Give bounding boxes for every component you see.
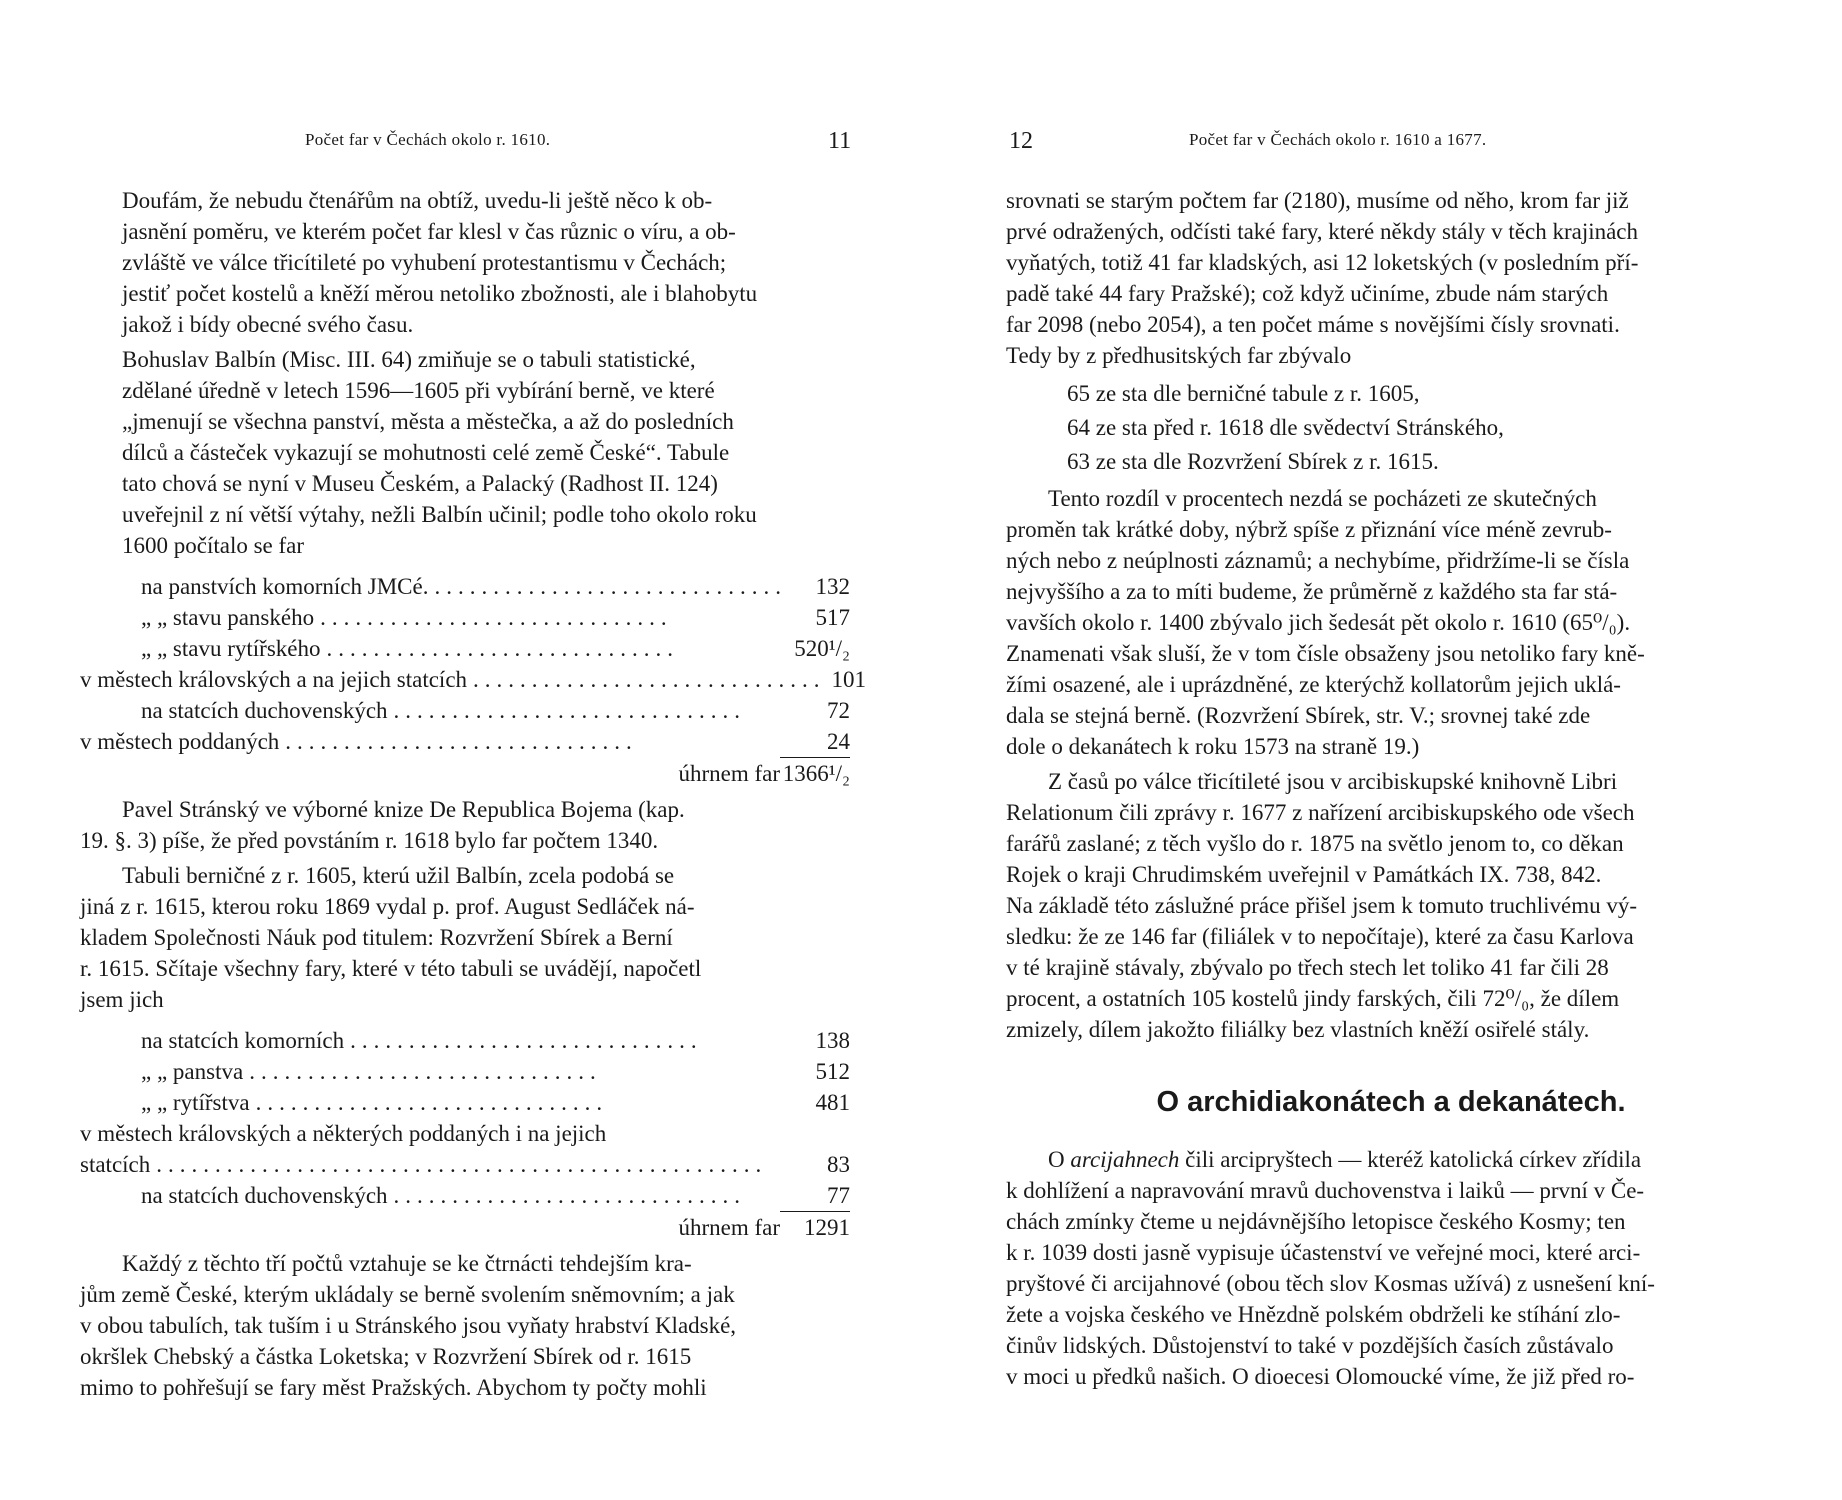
left-paragraph-3 — [80, 794, 850, 856]
text-line: jakož i bídy obecné svého času. — [122, 312, 414, 337]
text-line: jiná z r. 1615, kterou roku 1869 vydal p. prof. August Sedláček ná- — [80, 894, 695, 919]
list-item: 63 ze sta dle Rozvržení Sbírek z r. 1615. — [1067, 449, 1439, 474]
dot-leader: .............................. — [393, 698, 747, 723]
table-row — [80, 1149, 850, 1180]
text-line: Tento rozdíl v procentech nezdá se pocházeti ze skutečných — [1048, 486, 1597, 511]
text-line: nejvyššího a za to míti budeme, že průměrně z každého sta far stá- — [1006, 579, 1618, 604]
text-line: dílců a částeček vykazují se mohutnosti celé země České“. Tabule — [122, 440, 730, 465]
text-line: zmizely, dílem jakožto filiálky bez vlastních kněží osiřelé stály. — [1006, 1017, 1590, 1042]
total-label: úhrnem far — [678, 761, 780, 786]
text-line: Pavel Stránský ve výborné knize De Republica Bojema (kap. — [122, 797, 685, 822]
text-line: chách zmínky čteme u nejdávnějšího letopisce českého Kosmy; ten — [1006, 1209, 1626, 1234]
right-page — [921, 0, 1842, 1500]
total-value: 1291 — [780, 1211, 850, 1243]
text-line: Na základě této záslužné práce přišel jsem k tomuto truchlivému vý- — [1006, 893, 1637, 918]
table-row — [80, 1180, 850, 1211]
dot-leader: .............................. — [434, 574, 787, 599]
row-label: v městech královských a některých poddaných i na jejich — [80, 1121, 607, 1146]
table-row — [80, 571, 850, 602]
text-line: zvláště ve válce třicítileté po vyhubení protestantismu v Čechách; — [122, 250, 727, 275]
row-label: v městech královských a na jejich statcích — [80, 667, 468, 692]
row-value: 77 — [827, 1183, 850, 1208]
text-line: padě také 44 fary Pražské); což když učiníme, zbude nám starých — [1006, 281, 1609, 306]
text-line — [1006, 1144, 1776, 1175]
text-line: ných nebo z neúplnosti záznamů; a nechybíme, přidržíme-li se čísla — [1006, 548, 1630, 573]
left-running-head: Počet far v Čechách okolo r. 1610. — [305, 130, 551, 149]
row-value: 481 — [815, 1090, 850, 1115]
text-line: zdělané úředně v letech 1596—1605 při vybírání berně, ve které — [122, 378, 715, 403]
row-value: 517 — [815, 605, 850, 630]
text-fragment: O — [1048, 1147, 1071, 1172]
left-paragraph-2 — [80, 344, 850, 561]
right-paragraph-4 — [1006, 1144, 1776, 1392]
text-line: tato chová se nyní v Museu Českém, a Palacký (Radhost II. 124) — [122, 471, 718, 496]
dot-leader: .............................. — [255, 1090, 609, 1115]
text-line: jsem jich — [80, 987, 164, 1012]
right-paragraph-1 — [1006, 185, 1776, 371]
text-line: dala se stejná berně. (Rozvržení Sbírek, str. V.; srovnej také zde — [1006, 703, 1591, 728]
left-paragraph-1 — [80, 185, 850, 340]
text-line: k r. 1039 dosti jasně vypisuje účastenství ve veřejné moci, které arci- — [1006, 1240, 1641, 1265]
percentage-list — [1006, 377, 1776, 479]
parish-table-1615 — [80, 1025, 850, 1242]
row-label: „ „ panstva — [141, 1059, 244, 1084]
text-line: far 2098 (nebo 2054), a ten počet máme s novějšími čísly srovnati. — [1006, 312, 1620, 337]
text-line: Každý z těchto tří počtů vztahuje se ke čtrnácti tehdejším kra- — [122, 1251, 692, 1276]
text-line: jasnění poměru, ve kterém počet far klesl v čas různic o víru, a ob- — [122, 219, 736, 244]
table-row — [80, 1118, 850, 1149]
text-line: v té krajině stávaly, zbývalo po třech stech let toliko 41 far čili 28 — [1006, 955, 1609, 980]
text-line: Z časů po válce třicítileté jsou v arcibiskupské knihovně Libri — [1048, 769, 1618, 794]
row-label: statcích — [80, 1152, 151, 1177]
table-total-row — [80, 757, 850, 788]
text-line: kladem Společnosti Náuk pod titulem: Rozvržení Sbírek a Berní — [80, 925, 673, 950]
total-value: 1366¹/₂ — [780, 757, 850, 789]
right-paragraph-3 — [1006, 766, 1776, 1045]
text-line: 1600 počítalo se far — [122, 533, 305, 558]
section-heading: O archidiakonátech a dekanátech. — [1156, 1086, 1626, 1118]
left-page-number: 11 — [828, 128, 852, 154]
dot-leader: .............................. — [285, 729, 638, 754]
table-row — [80, 664, 867, 695]
list-item: 65 ze sta dle berničné tabule z r. 1605, — [1067, 381, 1420, 406]
text-line: žete a vojska českého ve Hnězdně polském obdrželi ke stíhání zlo- — [1006, 1302, 1621, 1327]
italic-term: arcijahnech — [1070, 1147, 1180, 1172]
row-value: 101 — [831, 667, 867, 692]
row-label: „ „ stavu panského — [141, 605, 315, 630]
row-label: „ „ rytířstva — [141, 1090, 250, 1115]
dot-leader: .............................. — [320, 605, 673, 630]
text-line: k dohlížení a napravování mravů duchovenstva i laiků — první v Če- — [1006, 1178, 1645, 1203]
text-line: pryštové či arcijahnové (obou těch slov Kosmas užívá) z usnešení kní- — [1006, 1271, 1655, 1296]
text-line: v moci u předků našich. O dioecesi Olomoucké víme, že již před ro- — [1006, 1364, 1635, 1389]
text-line: vyňatých, totiž 41 far kladských, asi 12 loketských (v posledním pří- — [1006, 250, 1639, 275]
text-line: r. 1615. Sčítaje všechny fary, které v této tabuli se uvádějí, napočetl — [80, 956, 702, 981]
dot-leader: .................................................... — [156, 1152, 768, 1177]
table-row — [80, 726, 850, 757]
list-item: 64 ze sta před r. 1618 dle svědectví Stránského, — [1067, 415, 1504, 440]
left-paragraph-5 — [80, 1248, 850, 1403]
row-label: na statcích komorních — [141, 1028, 345, 1053]
text-line: Tedy by z předhusitských far zbývalo — [1006, 343, 1352, 368]
right-paragraph-2 — [1006, 483, 1776, 762]
text-line: vavších okolo r. 1400 zbývalo jich šedesát pět okolo r. 1610 (65⁰/₀). — [1006, 610, 1631, 635]
table-total-row — [80, 1211, 850, 1242]
table-row — [80, 1087, 850, 1118]
text-line: Relationum čili zprávy r. 1677 z nařízení arcibiskupského ode všech — [1006, 800, 1635, 825]
text-line: procent, a ostatních 105 kostelů jindy farských, čili 72⁰/₀, že dílem — [1006, 986, 1620, 1011]
text-line: „jmenují se všechna panství, města a městečka, a až do posledních — [122, 409, 734, 434]
table-row — [80, 695, 850, 726]
text-line: v obou tabulích, tak tuším i u Stránského jsou vyňaty hrabství Kladské, — [80, 1313, 737, 1338]
text-line: uveřejnil z ní větší výtahy, nežli Balbín učinil; podle toho okolo roku — [122, 502, 757, 527]
dot-leader: .............................. — [350, 1028, 703, 1053]
row-label: „ „ stavu rytířského — [141, 636, 321, 661]
right-body — [1006, 185, 1776, 1396]
dot-leader: .............................. — [473, 667, 826, 692]
row-value: 24 — [827, 729, 850, 754]
text-line: činův lidských. Důstojenství to také v pozdějších časích zůstávalo — [1006, 1333, 1614, 1358]
text-line: jestiť počet kostelů a kněží měrou netoliko zbožnosti, ale i blahobytu — [122, 281, 758, 306]
right-running-head: Počet far v Čechách okolo r. 1610 a 1677. — [1189, 130, 1487, 149]
table-row — [80, 1056, 850, 1087]
row-label: na statcích duchovenských — [141, 1183, 388, 1208]
text-line: farářů zaslané; z těch vyšlo do r. 1875 na světlo jenom to, co děkan — [1006, 831, 1624, 856]
text-line: Doufám, že nebudu čtenářům na obtíž, uvedu-li ještě něco k ob- — [122, 188, 713, 213]
text-line: dole o dekanátech k roku 1573 na straně 19.) — [1006, 734, 1420, 759]
row-value: 83 — [827, 1152, 850, 1177]
text-line: mimo to pohřešují se fary měst Pražských. Abychom ty počty mohli — [80, 1375, 707, 1400]
parish-table-1610 — [80, 571, 867, 788]
row-label: v městech poddaných — [80, 729, 280, 754]
text-line: okršlek Chebský a částka Loketska; v Rozvržení Sbírek od r. 1615 — [80, 1344, 692, 1369]
text-line: Rojek o kraji Chrudimském uveřejnil v Památkách IX. 738, 842. — [1006, 862, 1602, 887]
row-value: 132 — [815, 574, 850, 599]
row-label: na statcích duchovenských — [141, 698, 388, 723]
dot-leader: .............................. — [249, 1059, 602, 1084]
dot-leader: .............................. — [393, 1183, 747, 1208]
dot-leader: .............................. — [326, 636, 679, 661]
row-value: 72 — [827, 698, 850, 723]
text-line: prvé odražených, odčísti také fary, které někdy stály v těch krajinách — [1006, 219, 1639, 244]
text-line: proměn tak krátké doby, nýbrž spíše z přiznání více méně zevrub- — [1006, 517, 1612, 542]
text-line: žími osazené, ale i uprázdněné, ze kterýchž kollatorům jejich uklá- — [1006, 672, 1621, 697]
table-row — [80, 602, 850, 633]
text-line: sledku: že ze 146 far (filiálek v to nepočítaje), které za času Karlova — [1006, 924, 1634, 949]
left-paragraph-4 — [80, 860, 850, 1015]
left-body — [80, 185, 867, 1407]
right-page-number: 12 — [1009, 128, 1033, 154]
total-label: úhrnem far — [678, 1215, 780, 1240]
text-line: Znamenati však sluší, že v tom čísle obsaženy jsou netoliko fary kně- — [1006, 641, 1645, 666]
text-line: Bohuslav Balbín (Misc. III. 64) zmiňuje se o tabuli statistické, — [122, 347, 696, 372]
text-line: 19. §. 3) píše, že před povstáním r. 1618 bylo far počtem 1340. — [80, 828, 659, 853]
row-value: 138 — [815, 1028, 850, 1053]
text-line: Tabuli berničné z r. 1605, kterú užil Balbín, zcela podobá se — [122, 863, 675, 888]
table-row — [80, 633, 850, 664]
text-fragment: čili arcipryštech — kteréž katolická církev zřídila — [1179, 1147, 1642, 1172]
row-value: 520¹/₂ — [794, 636, 850, 661]
row-value: 512 — [815, 1059, 850, 1084]
row-label: na panstvích komorních JMCé. — [141, 574, 429, 599]
text-line: jům země České, kterým ukládaly se berně svolením sněmovním; a jak — [80, 1282, 735, 1307]
table-row — [80, 1025, 850, 1056]
text-line: srovnati se starým počtem far (2180), musíme od něho, krom far již — [1006, 188, 1629, 213]
